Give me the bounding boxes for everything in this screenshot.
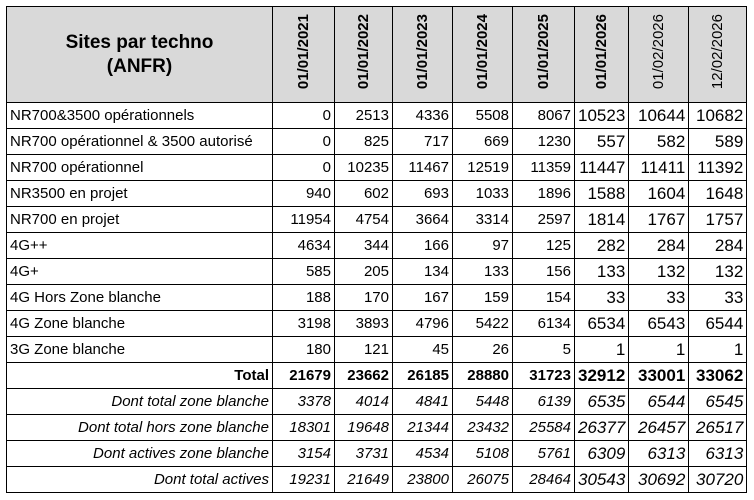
- table-cell: 8067: [513, 103, 575, 129]
- row-label: NR3500 en projet: [7, 181, 273, 207]
- table-cell: 3731: [335, 441, 393, 467]
- table-cell: 11467: [393, 155, 453, 181]
- table-cell: 26517: [689, 415, 747, 441]
- table-cell: 18301: [273, 415, 335, 441]
- table-row: [7, 129, 747, 155]
- table-cell: 33001: [629, 363, 689, 389]
- table-cell: 159: [453, 285, 513, 311]
- table-cell: 134: [393, 259, 453, 285]
- column-header-label: 01/01/2026: [592, 14, 610, 90]
- table-cell: 30720: [689, 467, 747, 493]
- table-cell: 0: [273, 103, 335, 129]
- table-cell: 284: [629, 233, 689, 259]
- column-header-label: 01/01/2023: [413, 14, 431, 90]
- table-cell: 5448: [453, 389, 513, 415]
- table-cell: 23662: [335, 363, 393, 389]
- table-cell: 6313: [689, 441, 747, 467]
- table-cell: 170: [335, 285, 393, 311]
- table-cell: 4841: [393, 389, 453, 415]
- table-cell: 154: [513, 285, 575, 311]
- table-cell: 5761: [513, 441, 575, 467]
- row-label: 4G+: [7, 259, 273, 285]
- table-cell: 21344: [393, 415, 453, 441]
- column-header-date: [273, 7, 335, 103]
- table-cell: 133: [575, 259, 629, 285]
- table-cell: 6134: [513, 311, 575, 337]
- corner-title: Sites par techno (ANFR): [7, 7, 273, 103]
- table-cell: 825: [335, 129, 393, 155]
- column-header-date: [629, 7, 689, 103]
- table-cell: 1648: [689, 181, 747, 207]
- table-cell: 5508: [453, 103, 513, 129]
- table-cell: 582: [629, 129, 689, 155]
- row-label: NR700 opérationnel: [7, 155, 273, 181]
- table-cell: 6309: [575, 441, 629, 467]
- table-cell: 669: [453, 129, 513, 155]
- table-cell: 205: [335, 259, 393, 285]
- table-cell: 26075: [453, 467, 513, 493]
- column-header-date: [393, 7, 453, 103]
- table-cell: 31723: [513, 363, 575, 389]
- table-cell: 5: [513, 337, 575, 363]
- table-cell: 6545: [689, 389, 747, 415]
- table-cell: 3378: [273, 389, 335, 415]
- table-cell: 33: [575, 285, 629, 311]
- table-row: [7, 467, 747, 493]
- table-cell: 0: [273, 129, 335, 155]
- table-row: [7, 415, 747, 441]
- column-header-label: 12/02/2026: [708, 14, 726, 90]
- table-cell: 5108: [453, 441, 513, 467]
- table-row: [7, 155, 747, 181]
- table-cell: 30543: [575, 467, 629, 493]
- table-cell: 26457: [629, 415, 689, 441]
- table-cell: 132: [629, 259, 689, 285]
- table-cell: 26185: [393, 363, 453, 389]
- table-cell: 19231: [273, 467, 335, 493]
- table-cell: 1: [629, 337, 689, 363]
- column-header-label: 01/02/2026: [649, 14, 667, 90]
- table-row: [7, 233, 747, 259]
- table-cell: 940: [273, 181, 335, 207]
- table-cell: 28464: [513, 467, 575, 493]
- table-cell: 11954: [273, 207, 335, 233]
- table-cell: 21679: [273, 363, 335, 389]
- row-label: 4G Hors Zone blanche: [7, 285, 273, 311]
- table-cell: 557: [575, 129, 629, 155]
- table-cell: 156: [513, 259, 575, 285]
- row-label: Dont total hors zone blanche: [7, 415, 273, 441]
- row-label: NR700 en projet: [7, 207, 273, 233]
- table-cell: 10235: [335, 155, 393, 181]
- table-cell: 188: [273, 285, 335, 311]
- table-body: [7, 103, 747, 493]
- table-cell: 11411: [629, 155, 689, 181]
- table-cell: 121: [335, 337, 393, 363]
- column-header-label: 01/01/2021: [294, 14, 312, 90]
- table-cell: 10644: [629, 103, 689, 129]
- table-cell: 3664: [393, 207, 453, 233]
- table-cell: 6544: [629, 389, 689, 415]
- table-cell: 166: [393, 233, 453, 259]
- table-cell: 717: [393, 129, 453, 155]
- table-cell: 133: [453, 259, 513, 285]
- table-cell: 3154: [273, 441, 335, 467]
- table-cell: 6543: [629, 311, 689, 337]
- table-cell: 6313: [629, 441, 689, 467]
- table-cell: 23800: [393, 467, 453, 493]
- table-cell: 33: [689, 285, 747, 311]
- table-cell: 30692: [629, 467, 689, 493]
- table-cell: 125: [513, 233, 575, 259]
- table-cell: 1896: [513, 181, 575, 207]
- table-cell: 132: [689, 259, 747, 285]
- table-cell: 6139: [513, 389, 575, 415]
- total-row: [7, 363, 747, 389]
- column-header-label: 01/01/2024: [473, 14, 491, 90]
- sites-table: [6, 6, 747, 493]
- table-cell: 97: [453, 233, 513, 259]
- table-row: [7, 285, 747, 311]
- table-cell: 1: [575, 337, 629, 363]
- table-row: [7, 207, 747, 233]
- row-label: 4G Zone blanche: [7, 311, 273, 337]
- table-cell: 1814: [575, 207, 629, 233]
- column-header-date: [575, 7, 629, 103]
- table-row: [7, 337, 747, 363]
- table-cell: 6534: [575, 311, 629, 337]
- table-cell: 4796: [393, 311, 453, 337]
- column-header-label: 01/01/2025: [534, 14, 552, 90]
- table-cell: 21649: [335, 467, 393, 493]
- table-cell: 180: [273, 337, 335, 363]
- row-label: Dont actives zone blanche: [7, 441, 273, 467]
- column-header-date: [335, 7, 393, 103]
- table-cell: 6544: [689, 311, 747, 337]
- row-label: Dont total actives: [7, 467, 273, 493]
- table-cell: 11392: [689, 155, 747, 181]
- row-label: 4G++: [7, 233, 273, 259]
- table-cell: 19648: [335, 415, 393, 441]
- table-cell: 11447: [575, 155, 629, 181]
- table-row: [7, 181, 747, 207]
- table-cell: 4634: [273, 233, 335, 259]
- table-cell: 1033: [453, 181, 513, 207]
- table-cell: 3198: [273, 311, 335, 337]
- column-header-date: [453, 7, 513, 103]
- table-cell: 1588: [575, 181, 629, 207]
- header-row: [7, 7, 747, 103]
- table-row: [7, 389, 747, 415]
- table-cell: 284: [689, 233, 747, 259]
- table-cell: 1767: [629, 207, 689, 233]
- table-cell: 344: [335, 233, 393, 259]
- column-header-label: 01/01/2022: [354, 14, 372, 90]
- table-cell: 26377: [575, 415, 629, 441]
- table-cell: 5422: [453, 311, 513, 337]
- table-cell: 10523: [575, 103, 629, 129]
- table-cell: 33062: [689, 363, 747, 389]
- table-cell: 3893: [335, 311, 393, 337]
- table-cell: 4534: [393, 441, 453, 467]
- table-cell: 4014: [335, 389, 393, 415]
- row-label: NR700 opérationnel & 3500 autorisé: [7, 129, 273, 155]
- column-header-date: [689, 7, 747, 103]
- table-cell: 26: [453, 337, 513, 363]
- table-cell: 602: [335, 181, 393, 207]
- table-cell: 1230: [513, 129, 575, 155]
- table-row: [7, 259, 747, 285]
- table-cell: 589: [689, 129, 747, 155]
- table-cell: 28880: [453, 363, 513, 389]
- table-cell: 2597: [513, 207, 575, 233]
- table-cell: 32912: [575, 363, 629, 389]
- table-row: [7, 103, 747, 129]
- table-cell: 282: [575, 233, 629, 259]
- row-label: 3G Zone blanche: [7, 337, 273, 363]
- table-row: [7, 441, 747, 467]
- table-row: [7, 311, 747, 337]
- table-cell: 2513: [335, 103, 393, 129]
- column-header-date: [513, 7, 575, 103]
- table-cell: 10682: [689, 103, 747, 129]
- table-cell: 1757: [689, 207, 747, 233]
- table-cell: 585: [273, 259, 335, 285]
- row-label: Dont total zone blanche: [7, 389, 273, 415]
- table-cell: 23432: [453, 415, 513, 441]
- table-cell: 693: [393, 181, 453, 207]
- table-cell: 11359: [513, 155, 575, 181]
- table-cell: 1: [689, 337, 747, 363]
- table-cell: 6535: [575, 389, 629, 415]
- table-cell: 167: [393, 285, 453, 311]
- table-cell: 4754: [335, 207, 393, 233]
- table-cell: 12519: [453, 155, 513, 181]
- row-label: Total: [7, 363, 273, 389]
- table-cell: 33: [629, 285, 689, 311]
- table-cell: 1604: [629, 181, 689, 207]
- table-cell: 45: [393, 337, 453, 363]
- table-cell: 25584: [513, 415, 575, 441]
- table-cell: 3314: [453, 207, 513, 233]
- table-cell: 4336: [393, 103, 453, 129]
- table-cell: 0: [273, 155, 335, 181]
- row-label: NR700&3500 opérationnels: [7, 103, 273, 129]
